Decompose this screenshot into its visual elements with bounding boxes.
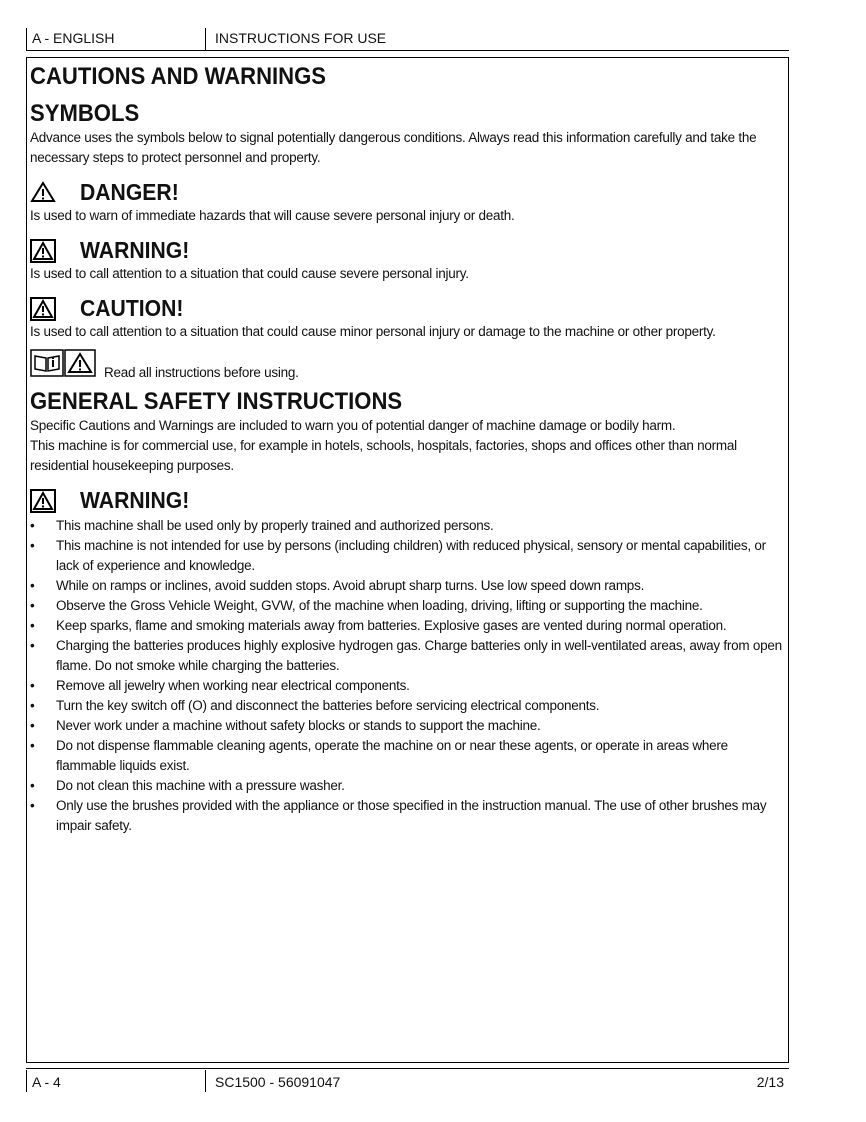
list-item: • Do not dispense flammable cleaning agents, operate the machine on or near these agents, or operate in areas where flammable liquids exist. <box>30 738 728 773</box>
warning-title: WARNING! <box>80 237 190 263</box>
danger-title: DANGER! <box>80 179 179 205</box>
warning-text: Is used to call attention to a situation that could cause severe personal injury. <box>30 266 469 281</box>
caution-heading <box>30 294 782 322</box>
footer-rule <box>26 1068 789 1069</box>
bullet-mark: • <box>30 678 35 693</box>
warning-heading <box>30 236 782 264</box>
list-item: • Observe the Gross Vehicle Weight, GVW, of the machine when loading, driving, lifting or supporting the machine. <box>30 596 782 616</box>
warning-box-icon <box>30 239 56 261</box>
footer-sheet: 2/13 <box>756 1074 784 1090</box>
read-warning-icon <box>64 349 96 382</box>
list-item: • Do not clean this machine with a pressure washer. <box>30 776 782 796</box>
danger-heading <box>30 178 782 206</box>
caution-title: CAUTION! <box>80 295 184 321</box>
list-item: • Turn the key switch off (O) and disconnect the batteries before servicing electrical components. <box>30 696 782 716</box>
page-title: CAUTIONS AND WARNINGS <box>30 63 327 90</box>
bullet-mark: • <box>30 778 35 793</box>
header-divider <box>205 28 206 50</box>
read-instructions-text: Read all instructions before using. <box>104 365 299 380</box>
symbols-intro: Advance uses the symbols below to signal potentially dangerous conditions. Always read this information carefully and take the necessary steps to protect personnel and property. <box>30 130 757 165</box>
warning2-box-icon <box>30 489 56 511</box>
header-section: A - ENGLISH <box>32 30 115 46</box>
list-item: • Only use the brushes provided with the appliance or those specified in the instruction manual. The use of other brushes may impair safety. <box>30 798 767 833</box>
manual-book-icon <box>30 349 64 382</box>
header-title: INSTRUCTIONS FOR USE <box>215 30 387 46</box>
warning2-title: WARNING! <box>80 487 190 513</box>
safety-bullet-list <box>30 516 782 836</box>
list-item: • This machine shall be used only by properly trained and authorized persons. <box>30 516 782 536</box>
warning2-heading <box>30 486 782 514</box>
danger-triangle-icon <box>30 181 56 203</box>
footer-left-rule <box>26 1070 27 1092</box>
bullet-mark: • <box>30 638 35 653</box>
bullet-mark: • <box>30 798 35 813</box>
list-item: • Never work under a machine without safety blocks or stands to support the machine. <box>30 716 782 736</box>
bullet-mark: • <box>30 738 35 753</box>
page-content <box>30 62 782 836</box>
header-left-rule <box>26 28 27 50</box>
list-item: • This machine is not intended for use by persons (including children) with reduced physical, sensory or mental capabilities, or lack of experience and knowledge. <box>30 538 766 573</box>
bullet-mark: • <box>30 718 35 733</box>
header-rule <box>26 50 789 51</box>
general-safety-heading: GENERAL SAFETY INSTRUCTIONS <box>30 388 403 415</box>
list-item: • Remove all jewelry when working near electrical components. <box>30 676 782 696</box>
footer-page-number: A - 4 <box>32 1074 61 1090</box>
bullet-mark: • <box>30 618 35 633</box>
footer-model: SC1500 - 56091047 <box>215 1074 341 1090</box>
bullet-mark: • <box>30 578 35 593</box>
list-item: • Charging the batteries produces highly explosive hydrogen gas. Charge batteries only in well-ventilated areas, away from open flame. Do not smoke while charging the batteries. <box>30 638 782 673</box>
list-item: • While on ramps or inclines, avoid sudden stops. Avoid abrupt sharp turns. Use low speed down ramps. <box>30 576 782 596</box>
bullet-mark: • <box>30 538 35 553</box>
footer-divider <box>205 1070 206 1092</box>
danger-text: Is used to warn of immediate hazards that will cause severe personal injury or death. <box>30 208 515 223</box>
bullet-mark: • <box>30 598 35 613</box>
caution-text: Is used to call attention to a situation that could cause minor personal injury or damage to the machine or other property. <box>30 324 716 339</box>
caution-box-icon <box>30 297 56 319</box>
list-item: • Keep sparks, flame and smoking materials away from batteries. Explosive gases are vented during normal operation. <box>30 616 782 636</box>
symbols-heading: SYMBOLS <box>30 100 140 127</box>
general-intro-2: This machine is for commercial use, for example in hotels, schools, hospitals, factories, shops and offices other than normal residential housekeeping purposes. <box>30 438 737 473</box>
read-instructions-row <box>30 352 782 382</box>
general-intro-1: Specific Cautions and Warnings are included to warn you of potential danger of machine damage or bodily harm. <box>30 418 676 433</box>
bullet-mark: • <box>30 518 35 533</box>
bullet-mark: • <box>30 698 35 713</box>
